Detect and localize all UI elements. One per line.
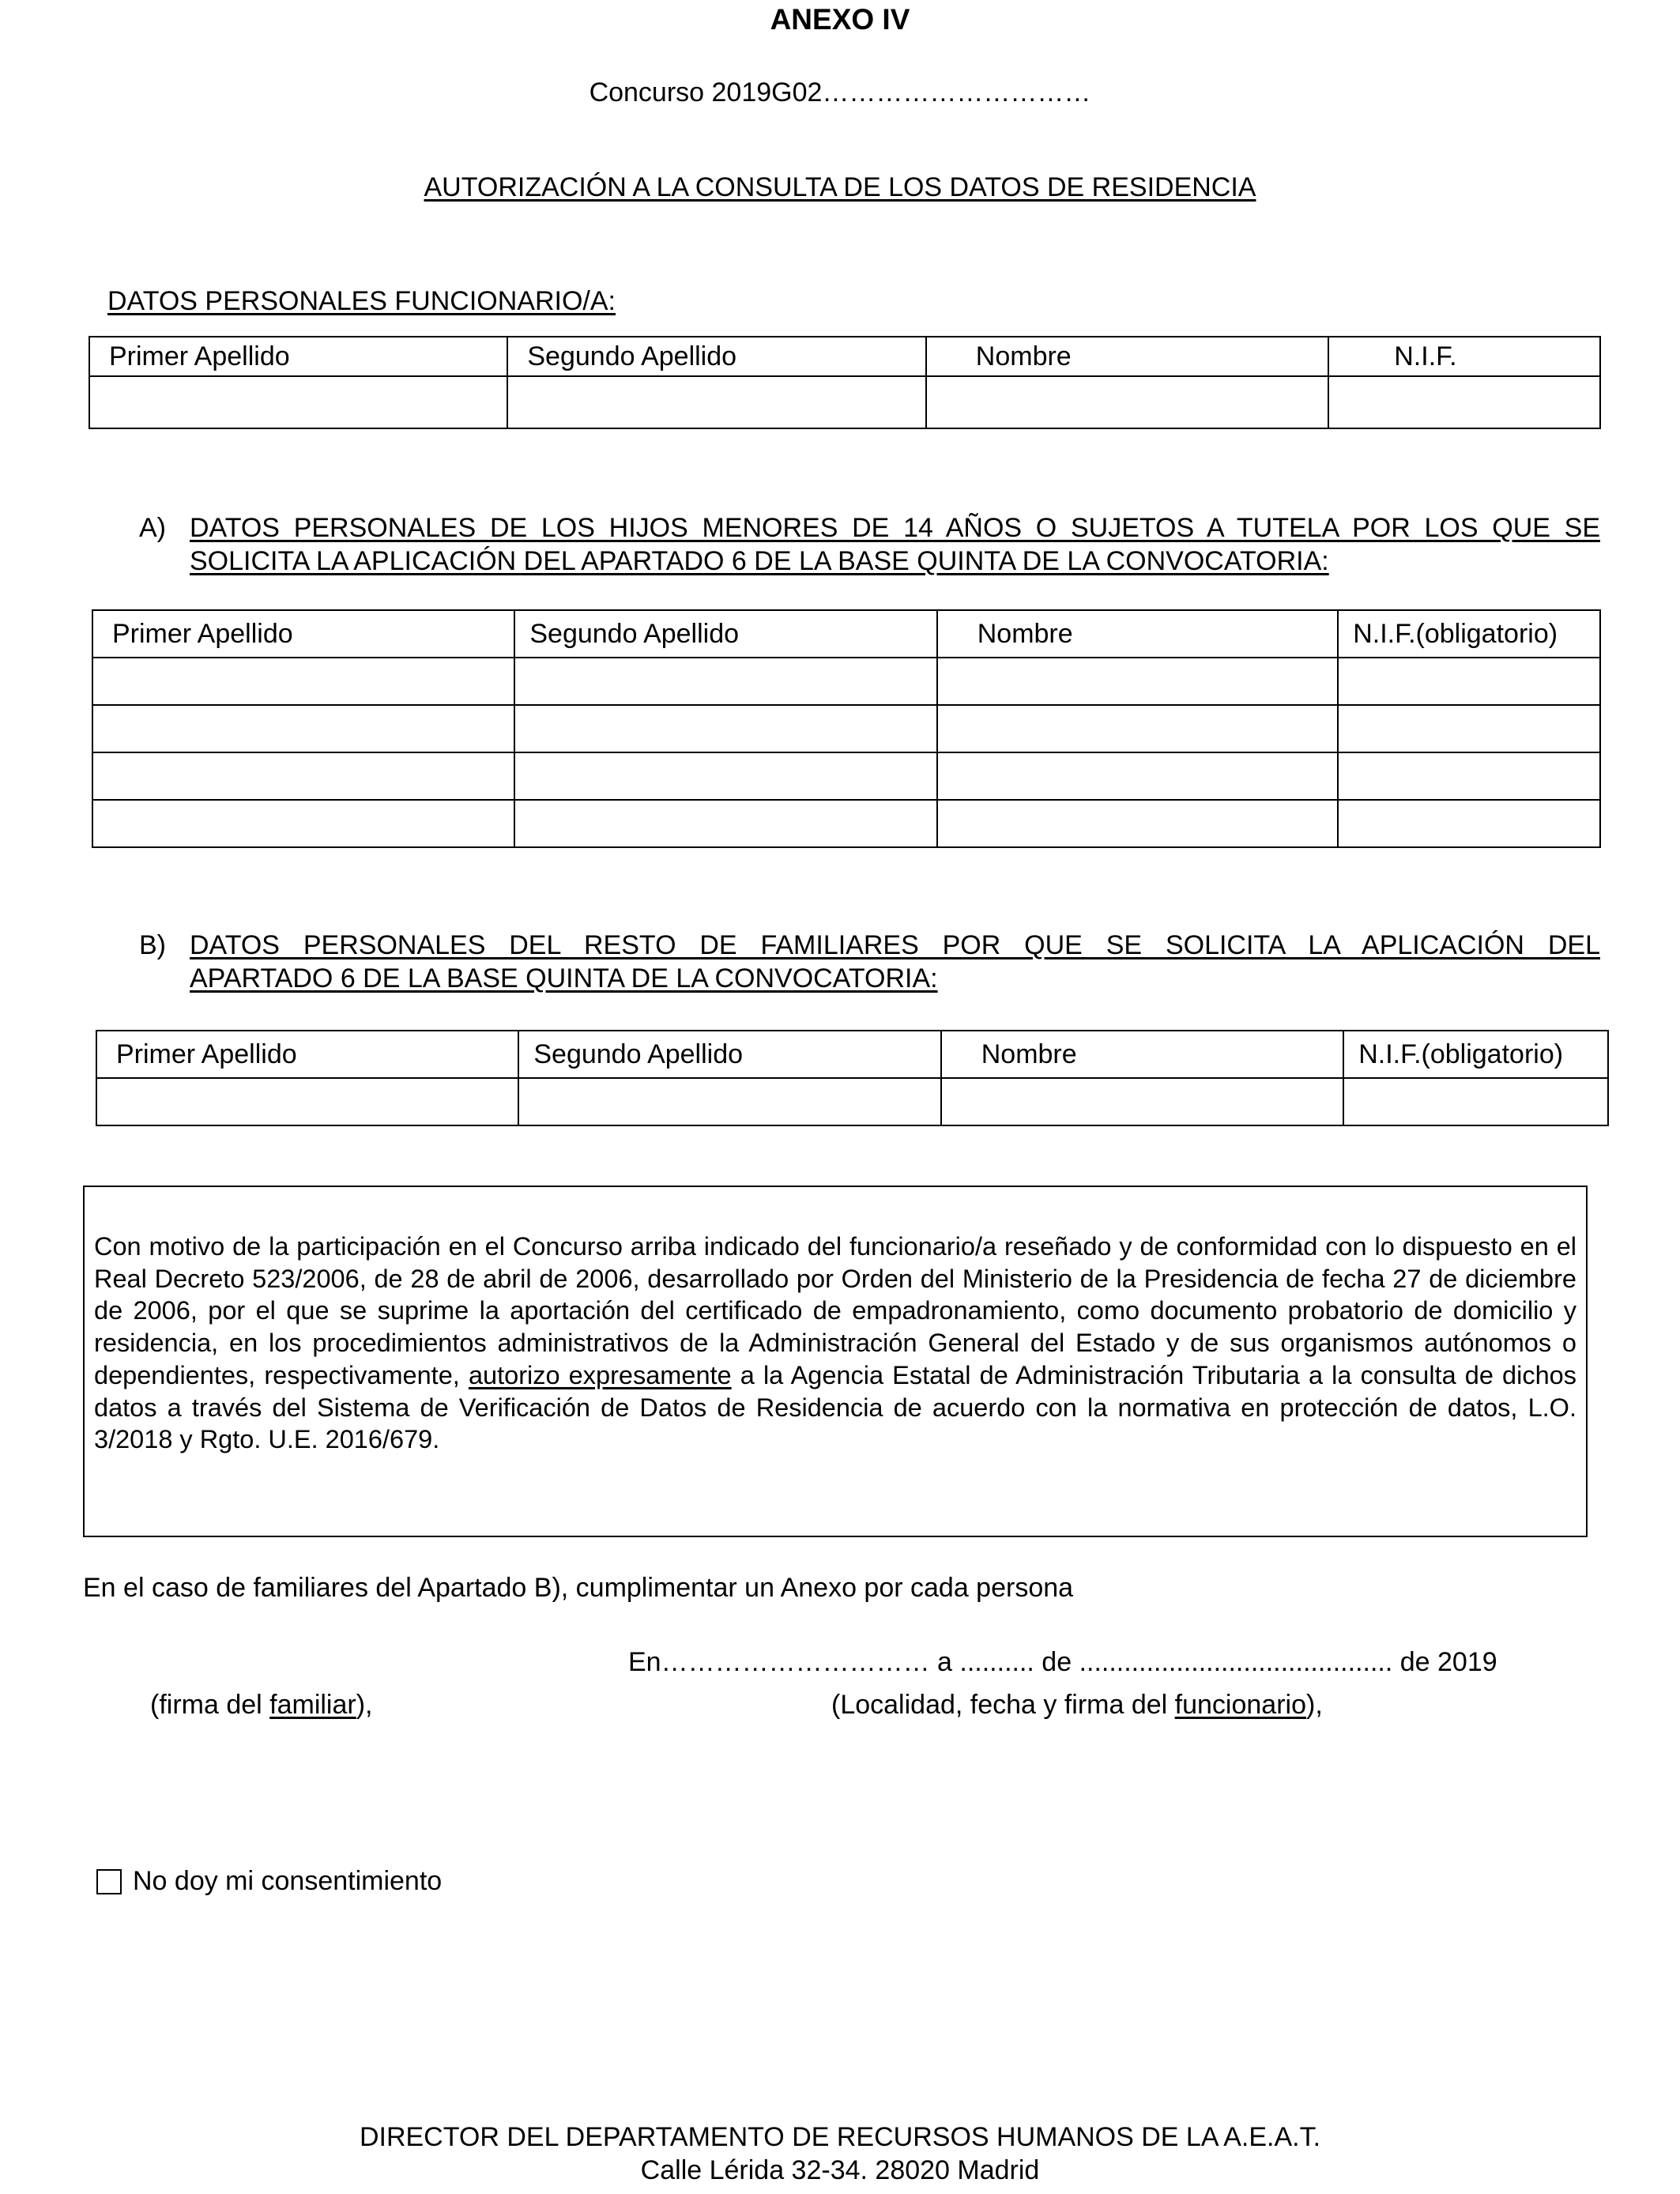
- authorization-box: [83, 1186, 1588, 1537]
- input-cell[interactable]: [514, 800, 936, 847]
- col-nif: N.I.F.: [1328, 337, 1600, 376]
- col-segundo-apellido: Segundo Apellido: [518, 1031, 940, 1078]
- input-cell[interactable]: [92, 752, 514, 800]
- input-cell[interactable]: [507, 376, 925, 428]
- place-date-line: En………………………… a .......... de .......................................... de 2019: [628, 1647, 1497, 1677]
- input-cell[interactable]: [92, 800, 514, 847]
- table-header-row: [92, 610, 1600, 658]
- table-row: [96, 1078, 1608, 1125]
- section-a-text: [190, 511, 1600, 578]
- section-b-text: [190, 929, 1600, 995]
- input-cell[interactable]: [1338, 752, 1600, 800]
- section-a-table: [92, 609, 1601, 848]
- concurso-reference: Concurso 2019G02…………………………: [589, 77, 1091, 107]
- consent-option[interactable]: [96, 1866, 442, 1897]
- personal-data-label: DATOS PERSONALES FUNCIONARIO/A:: [107, 286, 616, 316]
- table-row: [92, 705, 1600, 752]
- col-segundo-apellido: Segundo Apellido: [507, 337, 925, 376]
- section-a-line1: DATOS PERSONALES DE LOS HIJOS MENORES DE 14 AÑOS O SUJETOS A TUTELA POR LOS QUE SE: [190, 513, 1600, 543]
- input-cell[interactable]: [937, 658, 1338, 705]
- input-cell[interactable]: [1338, 705, 1600, 752]
- authorization-title: AUTORIZACIÓN A LA CONSULTA DE LOS DATOS DE RESIDENCIA: [424, 172, 1256, 202]
- input-cell[interactable]: [926, 376, 1328, 428]
- section-b-letter: B): [139, 930, 166, 960]
- section-b-line2: APARTADO 6 DE LA BASE QUINTA DE LA CONVOCATORIA:: [190, 963, 938, 993]
- familiar-word: familiar: [269, 1690, 356, 1720]
- funcionario-signature-suffix: ),: [1306, 1690, 1323, 1720]
- familiar-signature-suffix: ),: [356, 1690, 373, 1720]
- input-cell[interactable]: [937, 800, 1338, 847]
- consent-checkbox[interactable]: [96, 1869, 122, 1894]
- col-primer-apellido: Primer Apellido: [89, 337, 507, 376]
- consent-label: No doy mi consentimiento: [133, 1866, 443, 1896]
- funcionario-signature-label: [831, 1690, 1323, 1721]
- input-cell[interactable]: [518, 1078, 940, 1125]
- section-b-table: [96, 1030, 1609, 1126]
- authorization-title-wrap: [0, 172, 1680, 203]
- input-cell[interactable]: [1343, 1078, 1608, 1125]
- col-nombre: Nombre: [926, 337, 1328, 376]
- authorization-text: [94, 1231, 1576, 1456]
- footer-address: Calle Lérida 32-34. 28020 Madrid: [640, 2155, 1040, 2185]
- table-row: [92, 658, 1600, 705]
- col-primer-apellido: Primer Apellido: [96, 1031, 518, 1078]
- authorization-text-end: a la Agencia Estatal de Administración Tributaria a la consulta de dichos datos a través del Sistema de Verificación de Datos de Residencia de acuerdo con la normativa en protección de datos, L.O. 3/2018 y Rgto. U.E. 2016/679.: [94, 1360, 1576, 1454]
- col-nombre: Nombre: [941, 1031, 1343, 1078]
- col-nombre: Nombre: [937, 610, 1338, 658]
- footer-recipient: DIRECTOR DEL DEPARTAMENTO DE RECURSOS HUMANOS DE LA A.E.A.T.: [359, 2122, 1321, 2152]
- input-cell[interactable]: [941, 1078, 1343, 1125]
- input-cell[interactable]: [89, 376, 507, 428]
- funcionario-signature-prefix: (Localidad, fecha y firma del: [831, 1690, 1175, 1720]
- input-cell[interactable]: [1338, 800, 1600, 847]
- table-row: [89, 376, 1600, 428]
- authorization-emphasis: autorizo expresamente: [468, 1360, 732, 1389]
- familiar-signature-prefix: (firma del: [150, 1690, 270, 1720]
- col-nif: N.I.F.(obligatorio): [1338, 610, 1600, 658]
- table-header-row: [89, 337, 1600, 376]
- input-cell[interactable]: [1328, 376, 1600, 428]
- section-a-letter: A): [139, 513, 166, 543]
- input-cell[interactable]: [514, 752, 936, 800]
- table-row: [92, 752, 1600, 800]
- document-title: ANEXO IV: [770, 3, 910, 36]
- input-cell[interactable]: [92, 705, 514, 752]
- input-cell[interactable]: [1338, 658, 1600, 705]
- table-header-row: [96, 1031, 1608, 1078]
- input-cell[interactable]: [937, 752, 1338, 800]
- funcionario-word: funcionario: [1174, 1690, 1307, 1720]
- col-primer-apellido: Primer Apellido: [92, 610, 514, 658]
- section-b-line1: DATOS PERSONALES DEL RESTO DE FAMILIARES POR QUE SE SOLICITA LA APLICACIÓN DEL: [190, 930, 1600, 960]
- personal-data-table: [89, 336, 1601, 429]
- section-a-line2: SOLICITA LA APLICACIÓN DEL APARTADO 6 DE LA BASE QUINTA DE LA CONVOCATORIA:: [190, 546, 1329, 576]
- input-cell[interactable]: [514, 658, 936, 705]
- input-cell[interactable]: [937, 705, 1338, 752]
- input-cell[interactable]: [514, 705, 936, 752]
- familiar-note: En el caso de familiares del Apartado B), cumplimentar un Anexo por cada persona: [83, 1573, 1074, 1603]
- input-cell[interactable]: [92, 658, 514, 705]
- col-nif: N.I.F.(obligatorio): [1343, 1031, 1608, 1078]
- table-row: [92, 800, 1600, 847]
- authorization-text-start: Con motivo de la participación en el Concurso arriba indicado del funcionario/a reseñado y de conformidad con lo dispuesto en el Real Decreto 523/2006, de 28 de abril de 2006, desarrollado por Orden del Ministerio de la Presidencia de fecha 27 de diciembre de 2006, por el que se suprime la aportación del certificado de empadronamiento, como documento probatorio de domicilio y residencia, en los procedimientos administrativos de la Administración General del Estado y de sus organismos autónomos o dependientes, respectivamente,: [94, 1232, 1576, 1389]
- col-segundo-apellido: Segundo Apellido: [514, 610, 936, 658]
- input-cell[interactable]: [96, 1078, 518, 1125]
- familiar-signature-label: [150, 1690, 373, 1721]
